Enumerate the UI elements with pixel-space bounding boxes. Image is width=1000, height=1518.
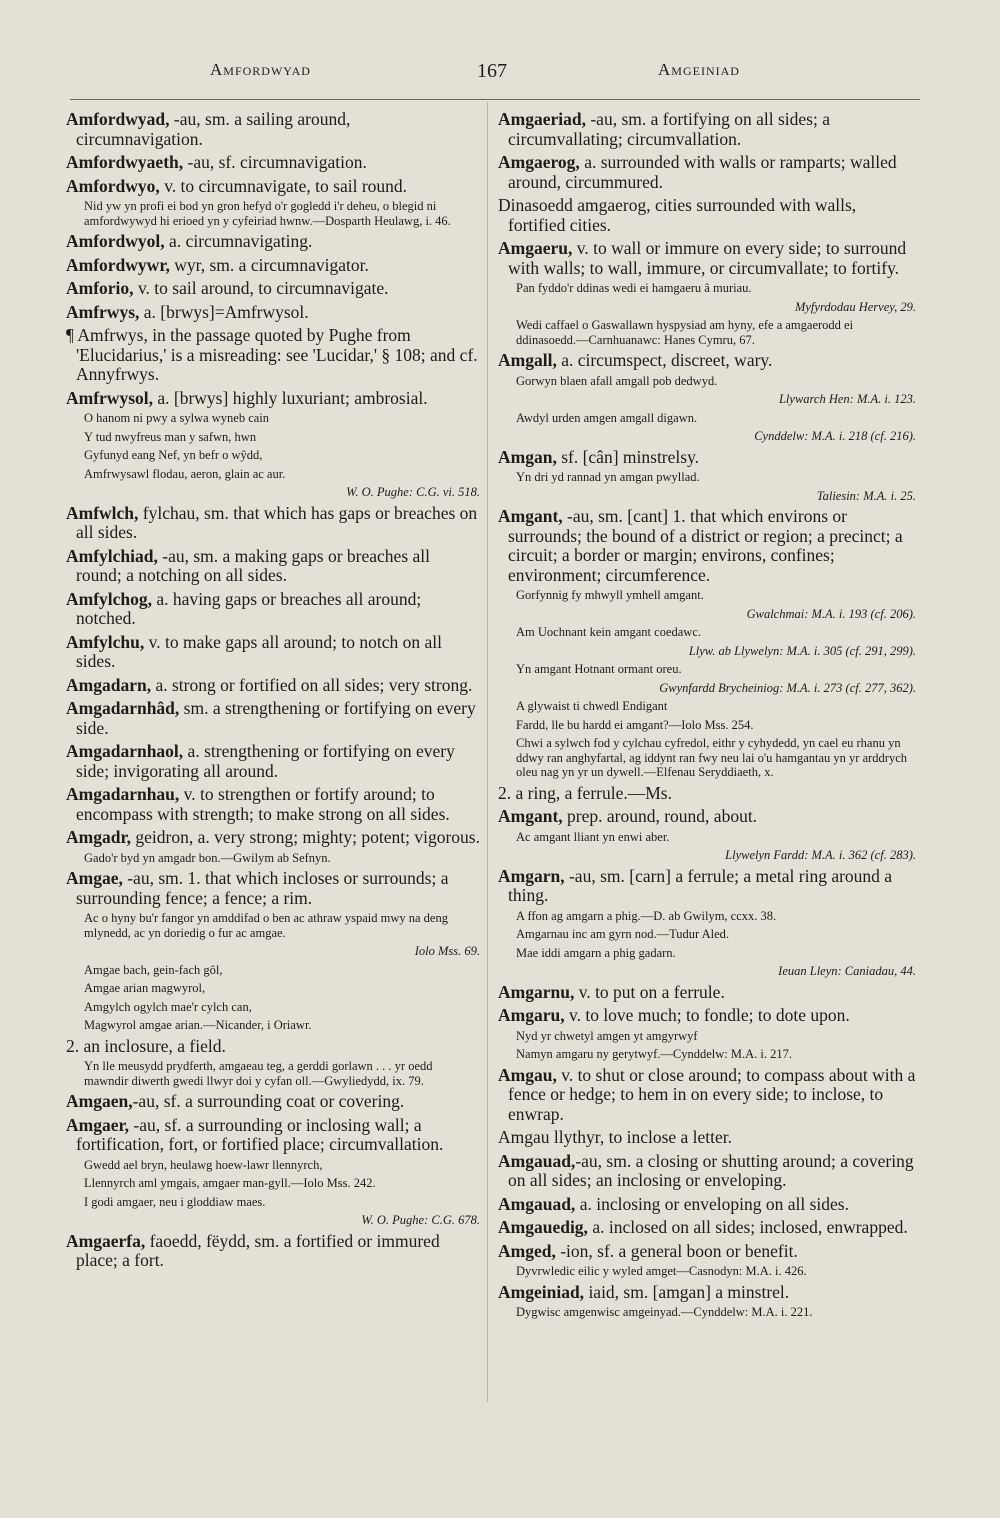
entry-headword: Amfylchu, [66,631,145,652]
dictionary-entry [496,1283,916,1320]
entry-definition [64,1037,480,1057]
entry-definition [496,448,916,468]
entry-definition [496,1195,916,1215]
citation-line: Gado'r byd yn amgadr bon.—Gwilym ab Sefnyn. [84,850,331,865]
entry-definition [64,699,480,738]
page-number: 167 [477,60,507,82]
entry-text: a. surrounded with walls or ramparts; walled around, circummured. [508,152,897,192]
citation-line: Gyfunyd eang Nef, yn befr o wŷdd, [84,448,263,462]
entry-text: -ion, sf. a general boon or benefit. [555,1240,798,1261]
entry-definition [64,1116,480,1155]
citation-line: Am Uochnant kein amgant coedawc. [516,625,702,639]
entry-text: 2. an inclosure, a field. [66,1035,226,1056]
entry-definition [496,1066,916,1125]
entry-text: ¶ Amfrwys, in the passage quoted by Pughe from 'Elucidarius,' is a misreading: see 'Lucidar,' § 108; and cf. Annyfrwys. [66,325,478,384]
dictionary-entry [64,232,480,252]
citation-line: Amfrwysawl flodau, aeron, glain ac aur. [84,466,286,481]
entry-text: fylchau, sm. that which has gaps or breaches on all sides. [76,502,478,542]
citation-source: Llywarch Hen: M.A. i. 123. [778,392,916,406]
entry-text: a. [brwys]=Amfrwysol. [139,301,309,322]
entry-text: -au, sm. a closing or shutting around; a covering on all sides; an inclosing or enveloping. [508,1150,914,1190]
citation-line: Namyn amgaru ny gerytwyf.—Cynddelw: M.A. i. 217. [516,1047,793,1061]
entry-headword: Amgall, [498,350,557,370]
entry-headword: Amgan, [498,446,557,467]
entry-headword: Amgauad, [498,1193,576,1214]
column-divider [487,102,488,1402]
dictionary-entry [496,1218,916,1238]
entry-headword: Amgadarnhâd, [66,698,180,718]
citation-source: W. O. Pughe: C.G. 678. [361,1213,480,1227]
dictionary-entry [64,785,480,824]
entry-text: v. to make gaps all around; to notch on all sides. [76,631,443,671]
entry-definition [64,1092,480,1112]
entry-headword: Amgant, [498,506,563,526]
entry-definition [64,633,480,672]
entry-text: a. circumspect, discreet, wary. [556,350,773,370]
citation-line: Magwyrol amgae arian.—Nicander, i Oriawr. [84,1018,312,1032]
entry-text: sf. [cân] minstrelsy. [556,446,700,467]
citation-source: Ieuan Lleyn: Caniadau, 44. [778,964,916,978]
citation-line: Amgae arian magwyrol, [84,981,206,995]
entry-headword: Amfylchog, [66,588,153,609]
entry-text: v. to wall or immure on every side; to surround with walls; to wall, immure, or circumvallate; to fortify. [508,238,907,278]
entry-headword: Amged, [498,1240,556,1261]
citation-line: Gwedd ael bryn, heulawg hoew-lawr llennyrch, [84,1157,323,1172]
entry-headword: Amgae, [66,868,123,888]
entry-definition [496,153,916,192]
entry-definition [496,1218,916,1238]
dictionary-entry [64,256,480,276]
dictionary-entry [64,547,480,586]
entry-definition [64,153,480,173]
entry-text: -au, sm. a making gaps or breaches all round; a notching on all sides. [76,545,431,585]
dictionary-entry [64,389,480,500]
entry-text: -au, sm. [carn] a ferrule; a metal ring around a thing. [508,865,893,905]
citation-line: Gorfynnig fy mhwyll ymhell amgant. [516,588,704,602]
entry-headword: Amgaerfa, [66,1230,146,1251]
entry-definition [64,256,480,276]
entry-definition [496,1152,916,1191]
citation-line: Nid yw yn profi ei bod yn gron hefyd o'r gogledd i'r deheu, o blegid ni amfordwywyd hi erioed yn y cyfeiriad hwnw.—Dosparth Heulawg, i. 46. [84,199,451,228]
entry-headword: Amgauad, [498,1150,576,1171]
entry-definition [496,784,916,804]
entry-headword: Amfylchiad, [66,545,158,566]
entry-definition [64,232,480,252]
entry-text: prep. around, round, about. [562,806,758,826]
dictionary-entry [496,1128,916,1148]
dictionary-entry [496,196,916,235]
citation-line: Fardd, lle bu hardd ei amgant?—Iolo Mss. 254. [516,717,754,732]
citation-line: Nyd yr chwetyl amgen yt amgyrwyf [516,1028,698,1043]
dictionary-entry [64,177,480,229]
entry-headword: Amfordwyaeth, [66,152,184,172]
citation-source: Cynddelw: M.A. i. 218 (cf. 216). [754,429,916,443]
citation-line: O hanom ni pwy a sylwa wyneb cain [84,411,270,425]
citation-line: Y tud nwyfreus man y safwn, hwn [84,429,257,444]
dictionary-entry [64,326,480,385]
entry-text: a. having gaps or breaches all around; notched. [76,588,422,628]
dictionary-entry [64,303,480,323]
entry-definition [64,828,480,848]
dictionary-entry [64,1232,480,1271]
entry-headword: Amgeiniad, [498,1281,585,1302]
entry-definition [496,807,916,827]
entry-headword: Amgant, [498,806,563,826]
citation-line: Pan fyddo'r ddinas wedi ei hamgaeru â muriau. [516,281,752,295]
dictionary-entry [64,153,480,173]
citation-source: W. O. Pughe: C.G. vi. 518. [346,485,480,499]
citation-line: Ac amgant lliant yn enwi aber. [516,829,670,844]
entry-headword: Amfordwyad, [66,109,170,129]
entry-text: sm. a strengthening or fortifying on every side. [76,698,476,738]
running-header [60,60,910,90]
entry-definition [64,1232,480,1271]
entry-text: a. inclosed on all sides; inclosed, enwrapped. [587,1217,908,1237]
dictionary-entry [496,784,916,804]
dictionary-entry [496,1066,916,1125]
entry-text: Amgau llythyr, to inclose a letter. [498,1127,733,1147]
entry-headword: Amfordwyo, [66,175,160,196]
citation-source: Llyw. ab Llywelyn: M.A. i. 305 (cf. 291, 299). [688,643,916,658]
citation-line: Yn amgant Hotnant ormant oreu. [516,662,682,676]
dictionary-entry [64,676,480,696]
entry-text: a. inclosing or enveloping on all sides. [575,1193,849,1214]
entry-text: 2. a ring, a ferrule.—Ms. [498,782,672,803]
dictionary-entry [496,1195,916,1215]
entry-definition [64,504,480,543]
entry-text: a. strengthening or fortifying on every side; invigorating all around. [76,741,455,781]
header-left-guide-word: Amfordwyad [210,60,311,79]
entry-headword: Amgaen, [66,1091,133,1111]
entry-definition [496,1242,916,1262]
entry-text: iaid, sm. [amgan] a minstrel. [584,1281,790,1302]
entry-definition [64,785,480,824]
entry-headword: Amgadarn, [66,674,152,695]
left-column [64,110,480,1275]
entry-definition [64,590,480,629]
entry-headword: Amgadarnhaol, [66,741,184,761]
dictionary-entry [64,828,480,865]
dictionary-entry [496,507,916,780]
dictionary-entry [496,351,916,444]
entry-definition [64,303,480,323]
citation-line: Yn dri yd rannad yn amgan pwyllad. [516,470,700,484]
entry-headword: Amgarn, [498,865,565,886]
entry-headword: Amfrwysol, [66,387,153,408]
dictionary-entry [64,742,480,781]
entry-text: v. to circumnavigate, to sail round. [159,175,408,196]
entry-text: -au, sm. [cant] 1. that which environs or surrounds; the bound of a district or region; a precinct; a circuit; a border or margin; environs, confines; environment; circumference. [508,506,903,585]
entry-text: a. circumnavigating. [164,231,313,251]
entry-headword: Amgaerog, [498,152,580,172]
citation-line: Wedi caffael o Gaswallawn hyspysiad am hyny, efe a amgaerodd ei ddinasoedd.—Carnhuanawc: Hanes Cymru, 67. [516,318,854,347]
citation-line: Amgae bach, gein-fach gôl, [84,962,223,977]
entry-text: Dinasoedd amgaerog, cities surrounded with walls, fortified cities. [498,195,857,235]
dictionary-entry [496,110,916,149]
dictionary-entry [64,1116,480,1228]
header-right-guide-word: Amgeiniad [658,60,740,79]
entry-definition [64,110,480,149]
entry-definition [64,869,480,908]
entry-text: -au, sm. a fortifying on all sides; a circumvallating; circumvallation. [508,109,830,149]
dictionary-entry [496,448,916,504]
entry-text: geidron, a. very strong; mighty; potent; vigorous. [130,827,480,847]
entry-definition [496,1283,916,1303]
citation-line: I godi amgaer, neu i gloddiaw maes. [84,1194,266,1209]
entry-headword: Amgau, [498,1064,557,1085]
dictionary-entry [64,590,480,629]
entry-definition [64,279,480,299]
entry-headword: Amgarnu, [498,981,575,1002]
entry-headword: Amgaer, [66,1114,130,1135]
entry-text: v. to put on a ferrule. [574,981,725,1002]
dictionary-entry [496,807,916,863]
citation-line: Gorwyn blaen afall amgall pob dedwyd. [516,373,718,388]
dictionary-entry [496,1006,916,1062]
entry-headword: Amgaeriad, [498,109,586,129]
entry-text: a. [brwys] highly luxuriant; ambrosial. [153,387,428,408]
dictionary-entry [496,239,916,347]
entry-text: -au, sm. 1. that which incloses or surrounds; a surrounding fence; a fence; a rim. [76,868,449,908]
dictionary-entry [496,153,916,192]
entry-definition [64,389,480,409]
citation-line: Dyvrwledic eilic y wyled amget—Casnodyn: M.A. i. 426. [516,1264,807,1278]
dictionary-entry [496,1152,916,1191]
entry-definition [496,196,916,235]
dictionary-entry [64,279,480,299]
entry-definition [64,177,480,197]
citation-source: Gwynfardd Brycheiniog: M.A. i. 273 (cf. 277, 362). [659,680,916,695]
entry-headword: Amfwlch, [66,502,139,523]
citation-line: Awdyl urden amgen amgall digawn. [516,410,698,425]
entry-headword: Amgadarnhau, [66,784,180,804]
entry-definition [496,507,916,585]
dictionary-entry [64,633,480,672]
entry-text: a. strong or fortified on all sides; very strong. [151,674,473,695]
entry-definition [496,867,916,906]
entry-headword: Amgauedig, [498,1217,588,1237]
entry-definition [496,351,916,371]
citation-source: Iolo Mss. 69. [414,944,480,958]
header-rule [70,99,920,100]
citation-line: Dygwisc amgenwisc amgeinyad.—Cynddelw: M.A. i. 221. [516,1305,813,1319]
entry-text: v. to sail around, to circumnavigate. [133,278,389,298]
entry-text: faoedd, fëydd, sm. a fortified or immured place; a fort. [76,1230,440,1270]
dictionary-entry [64,110,480,149]
entry-text: -au, sm. a sailing around, circumnavigation. [76,109,351,149]
dictionary-entry [64,869,480,1033]
entry-text: wyr, sm. a circumnavigator. [169,254,369,275]
entry-headword: Amfordwywr, [66,254,170,275]
entry-headword: Amgaru, [498,1005,565,1025]
citation-line: Amgylch ogylch mae'r cylch can, [84,999,252,1014]
entry-headword: Amfrwys, [66,301,140,322]
entry-text: -au, sf. a surrounding coat or covering. [132,1091,405,1111]
citation-line: Llennyrch aml ymgais, amgaer man-gyll.—Iolo Mss. 242. [84,1176,376,1190]
citation-line: Ac o hyny bu'r fangor yn amddifad o ben ac athraw yspaid mwy na deng mlynedd, ac yn doriedig o fur ac amgae. [84,911,448,940]
dictionary-entry [64,504,480,543]
entry-definition [496,239,916,278]
citation-source: Taliesin: M.A. i. 25. [816,488,916,503]
entry-definition [496,110,916,149]
dictionary-entry [64,699,480,738]
entry-definition [64,676,480,696]
citation-line: A glywaist ti chwedl Endigant [516,699,668,713]
entry-definition [496,983,916,1003]
citation-line: Amgarnau inc am gyrn nod.—Tudur Aled. [516,927,730,941]
right-column [496,110,916,1324]
citation-line: Chwi a sylwch fod y cylchau cyfredol, eithr y cyhydedd, yn cael eu rhanu yn ddwy ran anghyfartal, ag iddynt ran fwy neu lai o'u hamgantau yn yr arddrych oleu nag yn yr un dywell.—Elfenau Seryddiaeth, x. [516,736,908,779]
dictionary-entry [64,1092,480,1112]
entry-text: v. to love much; to fondle; to dote upon. [564,1005,850,1025]
entry-headword: Amgaeru, [498,238,573,258]
entry-definition [496,1128,916,1148]
citation-source: Myfyrdodau Hervey, 29. [794,299,916,314]
citation-source: Llywelyn Fardd: M.A. i. 362 (cf. 283). [725,848,916,862]
entry-text: v. to shut or close around; to compass about with a fence or hedge; to hem in on every side; to inclose, to enwrap. [508,1064,916,1124]
dictionary-entry [496,983,916,1003]
dictionary-entry [64,1037,480,1089]
citation-source: Gwalchmai: M.A. i. 193 (cf. 206). [746,606,916,621]
entry-text: -au, sf. circumnavigation. [183,152,367,172]
entry-headword: Amgadr, [66,827,131,847]
dictionary-entry [496,867,916,979]
entry-text: v. to strengthen or fortify around; to encompass with strength; to make strong on all sides. [76,784,450,824]
entry-definition [496,1006,916,1026]
entry-headword: Amforio, [66,278,134,298]
dictionary-entry [496,1242,916,1279]
citation-line: Mae iddi amgarn a phig gadarn. [516,945,676,960]
entry-text: -au, sf. a surrounding or inclosing wall; a fortification, fort, or fortified place; circumvallation. [76,1114,444,1154]
entry-definition [64,742,480,781]
entry-definition [64,547,480,586]
entry-definition [64,326,480,385]
entry-headword: Amfordwyol, [66,231,165,251]
citation-line: A ffon ag amgarn a phig.—D. ab Gwilym, ccxx. 38. [516,908,777,923]
citation-line: Yn lle meusydd prydferth, amgaeau teg, a gerddi gorlawn . . . yr oedd mawndir diwerth gwedi llwyr doi y cyfan oll.—Gwyliedydd, ix. 79. [84,1059,433,1088]
